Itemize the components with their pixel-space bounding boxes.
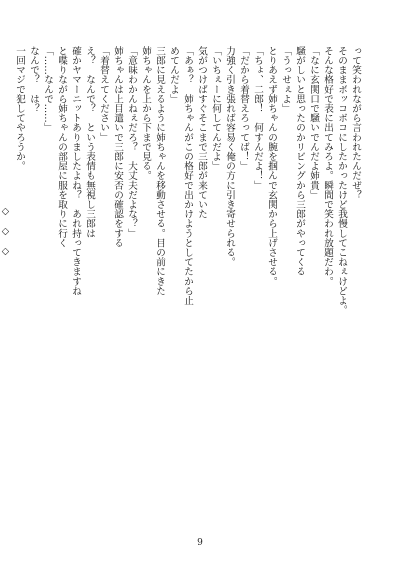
text-line: え？ なんで？ という表情も無視し三郎は — [84, 46, 95, 238]
text-line: めてんだよ」 — [168, 46, 179, 104]
page-number: 9 — [197, 538, 203, 548]
text-line: 「意味わかんねぇだろ？ 大丈夫だよな？」 — [126, 46, 137, 238]
text-line: 「なに玄関口で騒いでんだよ姉貴」 — [308, 46, 319, 200]
text-line: なんで？ は？ — [28, 46, 39, 114]
vertical-text-body — [0, 46, 362, 492]
text-line: 騒がしいと思ったのかリビングから三郎がやってくる — [294, 46, 305, 277]
text-line: 力強く引き張れば容易く俺の方に引き寄せられる。 — [224, 46, 235, 267]
text-line: 「あぁ？ 姉ちゃんがこの格好で出かけようとしてたから止 — [182, 46, 193, 306]
text-line: 「……なんで……」 — [42, 46, 53, 133]
text-line: 一回マジで犯してやろうか。 — [14, 46, 25, 171]
text-line: って笑われながら言われたんだぜ？ — [350, 46, 361, 200]
text-line: とりあえず姉ちゃんの腕を掴んで玄関から上げさせる。 — [266, 46, 277, 286]
text-line: 「だから着替えろってば！」 — [238, 46, 249, 171]
text-line: 姉ちゃんは上目遣いで三郎に安否の確認をする — [112, 46, 123, 248]
text-line: そのままボッコボコにしたかったけど我慢してこねぇけどよ。 — [336, 46, 347, 315]
text-line: と喋りながら姉ちゃんの部屋に服を取りに行く — [56, 46, 67, 248]
scene-separator: ◇◇◇ — [0, 206, 11, 266]
text-line: 「ちょ、二郎！ 何すんだよ！」 — [252, 46, 263, 190]
text-line: 気がつけばすぐそこまで三郎が来ていた — [196, 46, 207, 219]
text-line: 「いちぇーに何してんだよ」 — [210, 46, 221, 171]
text-line: 「うっせぇよ」 — [280, 46, 291, 114]
text-line: 「着替えてください」 — [98, 46, 109, 142]
text-line: そんな格好で表に出てみろよ。瞬間で笑われ放題だわ。 — [322, 46, 333, 286]
text-line: 姉ちゃんを上から下まで見る。 — [140, 46, 151, 181]
text-line: 三郎に見えるように姉ちゃんを移動させる。目の前にきた — [154, 46, 165, 296]
text-line: 確かヤマーニットありましたよね？ あれ持ってきますね — [70, 46, 81, 296]
